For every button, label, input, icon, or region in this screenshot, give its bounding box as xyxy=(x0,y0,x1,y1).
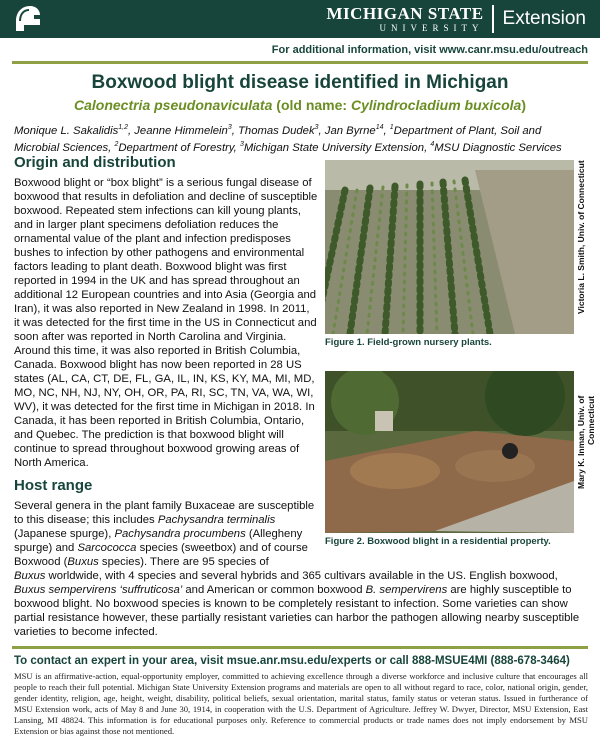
host-italic-4: Buxus xyxy=(67,556,99,568)
host-text-2: (Japanese spurge), xyxy=(14,528,115,540)
figure-1-credit: Victoria L. Smith, Univ. of Connecticut xyxy=(576,160,586,314)
host-italic-3: Sarcococca xyxy=(77,542,137,554)
msu-extension-header xyxy=(0,0,600,38)
author-1-sup: 1,2 xyxy=(118,124,128,131)
aff-3-sup: 3 xyxy=(239,140,244,148)
affiliation-1: Department of Plant, Soil and Microbial Sciences, xyxy=(14,124,542,154)
legal-disclaimer: MSU is an affirmative-action, equal-opportunity employer, committed to achieving excellence through a diverse workforce and inclusive culture that encourages all people to reach their full potential. Michigan State University Extension programs and materials are open to all without regard to race, color, national origin, gender, gender identity, religion, age, height, weight, disability, political beliefs, sexual orientation, marital status, family status or veteran status. Issued in furtherance of MSU Extension work, acts of May 8 and June 30, 1914, in cooperation with the U.S. Department of Agriculture. Jeffrey W. Dwyer, Director, MSU Extension, East Lansing, MI 48824. This information is for educational purposes only. Reference to commercial products or trade names does not imply endorsement by MSU Extension or bias against those not mentioned. xyxy=(14,671,588,736)
host-italic-1: Pachysandra terminalis xyxy=(157,514,276,526)
species-name: Calonectria pseudonaviculata xyxy=(73,97,273,113)
host-text-6: worldwide, with 4 species and several hybrids and 365 cultivars available in the US. English boxwood, xyxy=(45,570,558,582)
bottom-divider xyxy=(12,646,588,649)
author-2-sup: 3 xyxy=(227,124,232,131)
affiliation-3: Michigan State University Extension, xyxy=(243,141,431,154)
figure-1-caption: Figure 1. Field-grown nursery plants. xyxy=(325,337,492,348)
old-species-name: Cylindrocladium buxicola xyxy=(350,97,522,113)
aff-4-sup: 4 xyxy=(430,140,435,148)
page-subtitle xyxy=(0,97,600,113)
page-title: Boxwood blight disease identified in Michigan xyxy=(91,72,509,93)
spartan-helmet-icon xyxy=(10,3,44,35)
affiliation-2: Department of Forestry, xyxy=(118,141,240,154)
host-text-8: are highly susceptible to boxwood blight. No boxwood species is known to be completely resistant to infection. Some varieties can show partial resistance however, these partially resistant varieties can harbor the pathogen allowing nearby susceptible varieties to become infected. xyxy=(14,584,580,638)
author-3-sup: 3 xyxy=(314,124,319,131)
aff-1-sup: 1 xyxy=(389,124,394,131)
host-text-1: Several genera in the plant family Buxaceae are susceptible to this disease; this includes xyxy=(14,500,315,526)
authors-affiliations: Monique L. Sakalidis$^{1,2}$, Jeanne Himmelein$^3$, Thomas Dudek$^3$, Jan Byrne$^{14}$, $^1$Department of Plant, Soil and Microbial Sciences, $^2$Department of Forestry, $^3$Michigan State University Extension, $^4$MSU Diagnostic Services xyxy=(14,124,562,154)
aff-2-sup: 2 xyxy=(114,140,119,148)
host-italic-2: Pachysandra procumbens xyxy=(114,528,246,540)
host-range-paragraph xyxy=(14,499,588,639)
author-2: , Jeanne Himmelein xyxy=(127,124,228,137)
host-italic-5: Buxus xyxy=(14,570,46,582)
figure-2-caption: Figure 2. Boxwood blight in a residential property. xyxy=(325,536,551,547)
brand-university: UNIVERSITY xyxy=(379,23,484,33)
affiliation-4: MSU Diagnostic Services xyxy=(434,141,562,154)
msu-extension-wordmark[interactable] xyxy=(327,3,586,35)
host-italic-6: Buxus sempervirens ‘suffruticosa’ xyxy=(14,584,183,596)
contact-expert-link[interactable]: To contact an expert in your area, visit msue.anr.msu.edu/experts or call 888-MSUE4MI (888-678-3464) xyxy=(14,655,570,667)
origin-paragraph: Boxwood blight or “box blight” is a serious fungal disease of boxwood that results in defoliation and decline of susceptible boxwood. Repeated stem infections can kill young plants, and in larger plant specimens defoliation reduces the ornamental value of the plant and infection predisposes bushes to infection by other pathogens and environmental factors leading to plant death. Boxwood blight was first reported in 1994 in the UK and has spread throughout an additional 12 European countries and into Asia (Georgia and Iran), it was also reported in New Zealand in 1998. In 2011, it was detected for the first time in the US in Connecticut and soon after was reported in North Carolina and Virginia. Around this time, it was also reported in British Columbia, Canada. Boxwood blight has now been reported in 28 US states (AL, CA, CT, DE, FL, GA, IL, IN, KS, KY, MA, MI, MD, MO, NC, NH, NJ, NY, OH, OR, PA, RI, SC, TN, VA, WA, WI, WV), it was detected for the first time in Michigan in 2018. In Canada, it has been reported in British Columbia, Ontario, and Quebec. The prediction is that boxwood blight will continue to spread throughout boxwood growing areas of North America. xyxy=(14,177,318,469)
figure-1-photo xyxy=(325,160,574,334)
host-text-7: and American or common boxwood xyxy=(182,584,366,596)
author-4-sup: 14 xyxy=(375,124,384,131)
host-text-5: species). There are 95 species of xyxy=(98,556,269,568)
host-text-4: species (sweetbox) and of course Boxwood ( xyxy=(14,542,308,568)
brand-extension: Extension xyxy=(502,8,586,29)
host-range-heading: Host range xyxy=(14,477,93,494)
figure-2-credit: Mary K. Inman, Univ. of Connecticut xyxy=(576,396,596,490)
top-divider xyxy=(12,61,588,64)
old-name-prefix: (old name: xyxy=(272,97,351,113)
author-3: , Thomas Dudek xyxy=(231,124,315,137)
host-italic-7: B. sempervirens xyxy=(365,584,448,596)
author-4: , Jan Byrne xyxy=(318,124,376,137)
brand-msu: MICHIGAN STATE xyxy=(326,4,484,23)
subtitle-close: ) xyxy=(521,97,526,113)
outreach-info-link[interactable]: For additional information, visit www.canr.msu.edu/outreach xyxy=(271,44,588,56)
host-text-3: (Allegheny spurge) and xyxy=(14,528,303,554)
origin-heading: Origin and distribution xyxy=(14,154,176,171)
author-1: Monique L. Sakalidis xyxy=(14,124,119,137)
